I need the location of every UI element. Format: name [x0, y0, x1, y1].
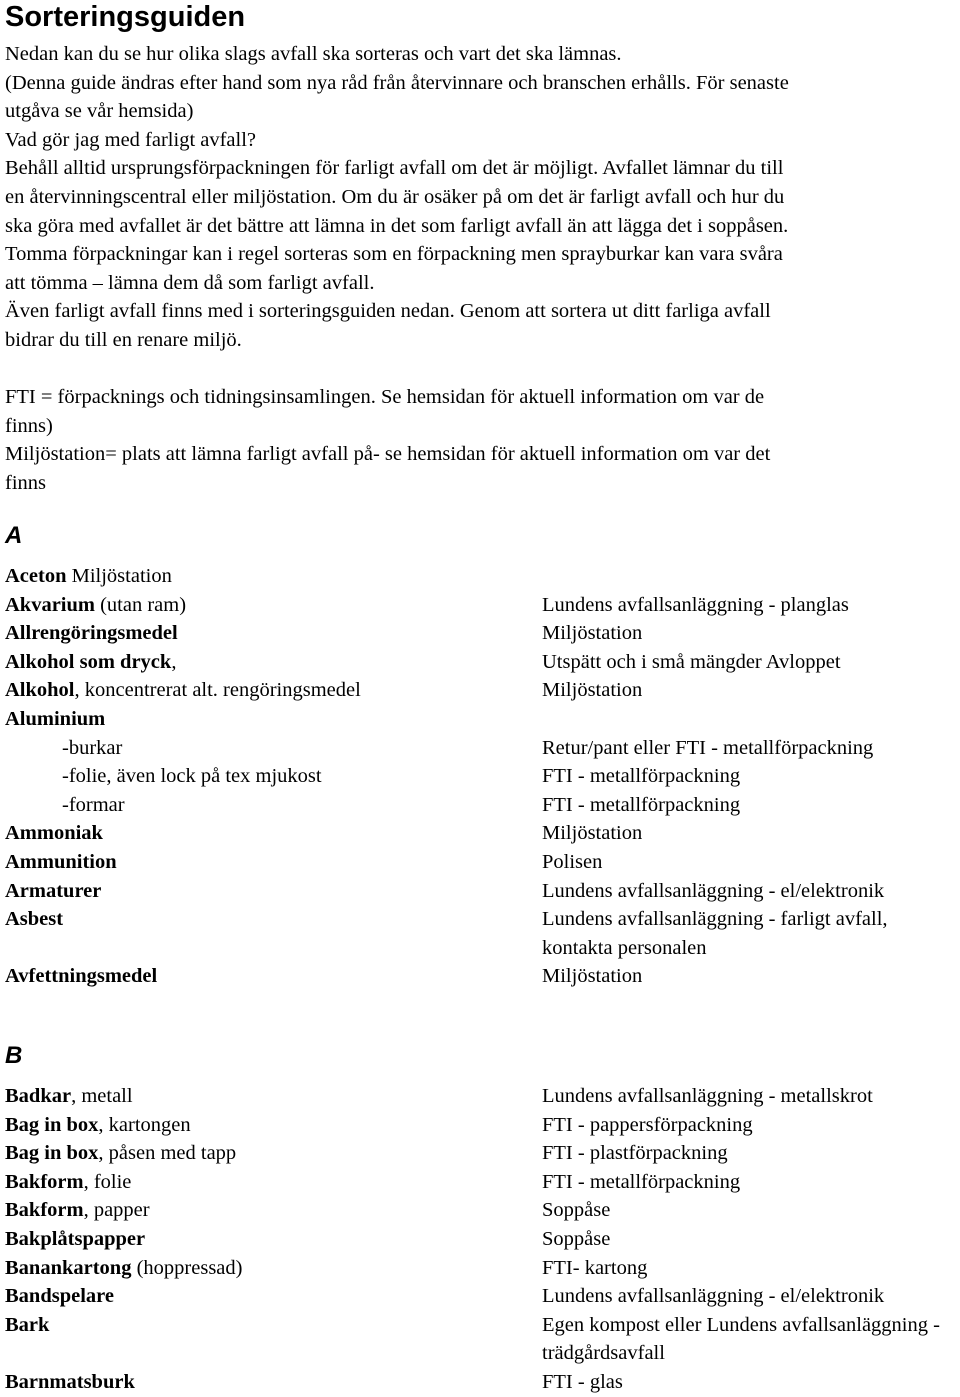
item-destination: Lundens avfallsanläggning - metallskrot: [542, 1085, 873, 1107]
item-destination: Polisen: [542, 850, 603, 873]
table-row: [5, 1139, 960, 1168]
table-row: [5, 1311, 960, 1368]
item-name: [5, 962, 542, 991]
item-name: [5, 1196, 542, 1225]
item-term: Armaturer: [5, 879, 102, 902]
intro-text: [5, 40, 955, 355]
item-destination: Lundens avfallsanläggning - farligt avfall, kontakta personalen: [542, 908, 888, 959]
item-destination: [542, 562, 960, 591]
item-term: Bakform: [5, 1199, 84, 1222]
item-qualifier: (utan ram): [94, 593, 187, 616]
item-destination: FTI - metallförpackning: [542, 793, 741, 816]
item-destination: FTI - metallförpackning: [542, 765, 741, 788]
item-qualifier: , papper: [83, 1199, 150, 1222]
item-destination: Soppåse: [542, 1227, 611, 1250]
table-row: [5, 762, 960, 791]
table-row: [5, 1282, 960, 1311]
item-name: [5, 1368, 542, 1397]
table-row: [5, 1225, 960, 1254]
item-name: [5, 1225, 542, 1254]
item-destination: FTI - pappersförpackning: [542, 1113, 753, 1136]
item-term: Badkar: [5, 1085, 72, 1107]
item-destination: Miljöstation: [542, 965, 643, 988]
item-term: Ammoniak: [5, 822, 103, 845]
table-row: [5, 562, 960, 591]
intro-line: att tömma – lämna dem då som farligt avfall.: [5, 271, 375, 294]
item-destination: [542, 705, 960, 734]
item-qualifier: Miljöstation: [66, 565, 172, 587]
item-name: [5, 619, 542, 648]
definition-line: finns: [5, 471, 46, 494]
table-row: [5, 848, 960, 877]
page-title: Sorteringsguiden: [5, 1, 246, 33]
intro-line: Nedan kan du se hur olika slags avfall ska sorteras och vart det ska lämnas.: [5, 43, 622, 65]
item-qualifier: , påsen med tapp: [98, 1142, 237, 1165]
item-name: [5, 591, 542, 620]
item-qualifier: -burkar: [62, 736, 123, 759]
item-term: Asbest: [5, 908, 64, 931]
item-destination: Lundens avfallsanläggning - el/elektronik: [542, 1285, 885, 1308]
table-row: [5, 734, 960, 763]
intro-line: Tomma förpackningar kan i regel sorteras som en förpackning men sprayburkar kan vara svåra: [5, 243, 783, 266]
item-term: Allrengöringsmedel: [5, 622, 178, 645]
item-name: [5, 705, 542, 734]
item-name: [5, 1311, 542, 1368]
item-term: Banankartong: [5, 1256, 132, 1279]
table-row: [5, 1168, 960, 1197]
item-qualifier: -folie, även lock på tex mjukost: [62, 765, 322, 788]
item-destination: FTI- kartong: [542, 1256, 648, 1279]
intro-line: bidrar du till en renare miljö.: [5, 328, 242, 351]
item-name: [5, 905, 542, 962]
item-destination: Miljöstation: [542, 622, 643, 645]
item-name: [5, 1254, 542, 1283]
table-row: [5, 619, 960, 648]
item-name: [5, 877, 542, 906]
table-row: [5, 1111, 960, 1140]
item-qualifier: , folie: [83, 1170, 132, 1193]
table-row: [5, 705, 960, 734]
item-term: Avfettningsmedel: [5, 965, 158, 988]
item-destination: Miljöstation: [542, 679, 643, 702]
intro-line: ska göra med avfallet är det bättre att lämna in det som farligt avfall än att lägga det i soppåsen.: [5, 214, 789, 237]
section-a-list: [5, 562, 960, 991]
definition-line: finns): [5, 414, 53, 437]
item-term: Ammunition: [5, 850, 117, 873]
item-term: Bandspelare: [5, 1285, 114, 1308]
item-qualifier: , koncentrerat alt. rengöringsmedel: [74, 679, 361, 702]
item-name: [5, 1139, 542, 1168]
section-letter-b: B: [5, 1042, 23, 1069]
table-row: [5, 962, 960, 991]
item-destination: Soppåse: [542, 1199, 611, 1222]
intro-line: (Denna guide ändras efter hand som nya råd från återvinnare och branschen erhålls. För senaste: [5, 71, 789, 94]
item-name: [5, 1082, 542, 1111]
table-row: [5, 1082, 960, 1111]
item-qualifier: (hoppressad): [131, 1256, 243, 1279]
item-destination: Miljöstation: [542, 822, 643, 845]
item-name: [5, 848, 542, 877]
table-row: [5, 791, 960, 820]
item-destination: Retur/pant eller FTI - metallförpackning: [542, 736, 874, 759]
intro-line: Även farligt avfall finns med i sorteringsguiden nedan. Genom att sortera ut ditt farliga avfall: [5, 300, 771, 323]
section-letter-a: A: [5, 522, 23, 549]
item-destination: Lundens avfallsanläggning - planglas: [542, 593, 849, 616]
item-qualifier: -formar: [62, 793, 125, 816]
table-row: [5, 877, 960, 906]
table-row: [5, 819, 960, 848]
table-row: [5, 905, 960, 962]
item-term: Bag in box: [5, 1142, 99, 1165]
item-destination: FTI - metallförpackning: [542, 1170, 741, 1193]
section-b-list: [5, 1082, 960, 1397]
item-destination: FTI - glas: [542, 1370, 623, 1393]
item-destination: Egen kompost eller Lundens avfallsanläggning -trädgårdsavfall: [542, 1313, 940, 1365]
definition-line: FTI = förpacknings och tidningsinsamlingen. Se hemsidan för aktuell information om var de: [5, 386, 765, 408]
item-name: [5, 734, 542, 763]
definitions-text: [5, 383, 955, 497]
item-qualifier: , kartongen: [98, 1113, 191, 1136]
intro-line: Behåll alltid ursprungsförpackningen för farligt avfall om det är möjligt. Avfallet lämnar du till: [5, 157, 784, 180]
table-row: [5, 1196, 960, 1225]
item-name: [5, 648, 542, 677]
item-term: Bakform: [5, 1170, 84, 1193]
item-term: Bark: [5, 1313, 50, 1336]
intro-line: Vad gör jag med farligt avfall?: [5, 128, 257, 151]
item-name: [5, 562, 542, 591]
item-destination: FTI - plastförpackning: [542, 1142, 728, 1165]
item-term: Aluminium: [5, 707, 106, 730]
intro-line: utgåva se vår hemsida): [5, 100, 194, 123]
item-name: [5, 791, 542, 820]
item-term: Aceton: [5, 565, 67, 587]
item-destination: Lundens avfallsanläggning - el/elektronik: [542, 879, 885, 902]
intro-line: en återvinningscentral eller miljöstation. Om du är osäker på om det är farligt avfall och hur du: [5, 185, 785, 208]
item-name: [5, 1282, 542, 1311]
item-qualifier: ,: [171, 650, 177, 673]
item-name: [5, 676, 542, 705]
item-term: Alkohol som dryck: [5, 650, 172, 673]
item-name: [5, 819, 542, 848]
table-row: [5, 676, 960, 705]
item-term: Bakplåtspapper: [5, 1227, 146, 1250]
table-row: [5, 648, 960, 677]
item-name: [5, 1168, 542, 1197]
definition-line: Miljöstation= plats att lämna farligt avfall på- se hemsidan för aktuell information om var det: [5, 443, 771, 466]
item-name: [5, 1111, 542, 1140]
table-row: [5, 1254, 960, 1283]
item-term: Akvarium: [5, 593, 95, 616]
table-row: [5, 1368, 960, 1397]
table-row: [5, 591, 960, 620]
item-destination: Utspätt och i små mängder Avloppet: [542, 650, 841, 673]
item-term: Alkohol: [5, 679, 75, 702]
item-qualifier: , metall: [71, 1085, 133, 1107]
item-term: Bag in box: [5, 1113, 99, 1136]
item-name: [5, 762, 542, 791]
item-term: Barnmatsburk: [5, 1370, 135, 1393]
